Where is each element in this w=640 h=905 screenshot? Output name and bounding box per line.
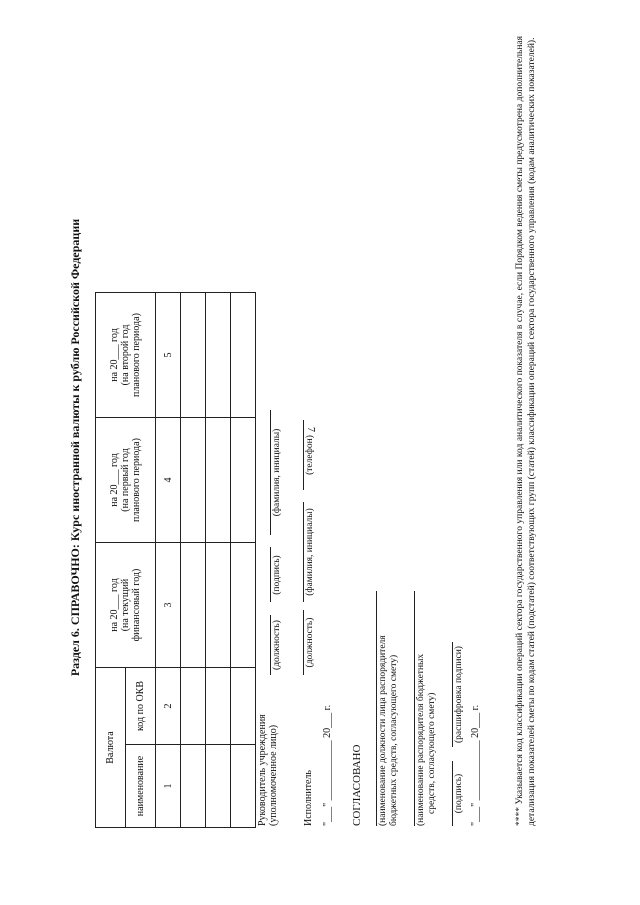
table-header-row-1	[96, 293, 126, 828]
table-row	[206, 293, 231, 828]
executor-position-line	[303, 610, 304, 675]
head-signature-caption: (подпись)	[272, 555, 282, 595]
agreed-heading: СОГЛАСОВАНО	[351, 744, 363, 826]
head-label: Руководитель учреждения (уполномоченное лицо)	[257, 714, 279, 826]
currency-rate-table	[95, 292, 256, 828]
head-position-caption: (должность)	[272, 620, 282, 670]
table-row	[231, 293, 256, 828]
agreed-distributor-caption: (наименование распорядителя бюджетных средств, согласующего смету)	[416, 653, 437, 826]
table-number-row	[156, 293, 181, 828]
col-number: 4	[156, 418, 181, 543]
col-number: 5	[156, 293, 181, 418]
executor-phone-line	[303, 420, 304, 490]
year1-header: на 20___ год (на текущий финансовый год)	[96, 543, 156, 668]
agreed-signature-caption: (подпись)	[454, 773, 464, 814]
year3-header: на 20___ год (на второй год планового периода)	[96, 293, 156, 418]
agreed-distributor-line	[414, 591, 415, 826]
executor-phone-caption: (телефон)	[305, 435, 315, 475]
executor-position-caption: (должность)	[305, 617, 315, 668]
agreed-decode-line	[452, 642, 453, 747]
agreed-signature-line	[452, 761, 453, 826]
date-line-2: "___" ____________ 20___ г.	[470, 704, 481, 826]
page-number: 7	[305, 427, 316, 432]
head-name-line	[270, 410, 271, 535]
date-line: "___" ____________ 20___ г.	[322, 704, 333, 826]
col-number: 2	[156, 668, 181, 745]
col-number: 1	[156, 745, 181, 828]
executor-label: Исполнитель	[303, 770, 314, 826]
section-title: Раздел 6. СПРАВОЧНО: Курс иностранной валюты к рублю Российской Федерации	[68, 218, 82, 677]
footnote: **** Указывается код классификации операций сектора государственного управления или код аналитического показателя в случае, если Порядком ведения сметы предусмотрена дополнительная детализация показателей сметы по кодам статей (подстатей) соответствующих групп (статей) классификации операций сектора государственного управления (кодам аналитических показателей).	[515, 36, 537, 826]
table-row	[181, 293, 206, 828]
agreed-position-caption: (наименование должности лица распорядителя бюджетных средств, согласующего смету)	[378, 635, 399, 826]
agreed-decode-caption: (расшифровка подписи)	[454, 646, 464, 743]
head-signature-line	[270, 547, 271, 602]
currency-header: Валюта	[96, 668, 126, 828]
rotated-page-content	[60, 25, 600, 870]
okv-header: код по ОКВ	[126, 668, 156, 745]
agreed-position-line	[376, 591, 377, 826]
executor-name-line	[303, 502, 304, 602]
head-position-line	[270, 615, 271, 675]
head-name-caption: (фамилия, инициалы)	[272, 428, 282, 517]
year2-header: на 20___ год (на первый год планового периода)	[96, 418, 156, 543]
col-number: 3	[156, 543, 181, 668]
name-header: наименование	[126, 745, 156, 828]
executor-name-caption: (фамилия, инициалы)	[305, 508, 315, 596]
